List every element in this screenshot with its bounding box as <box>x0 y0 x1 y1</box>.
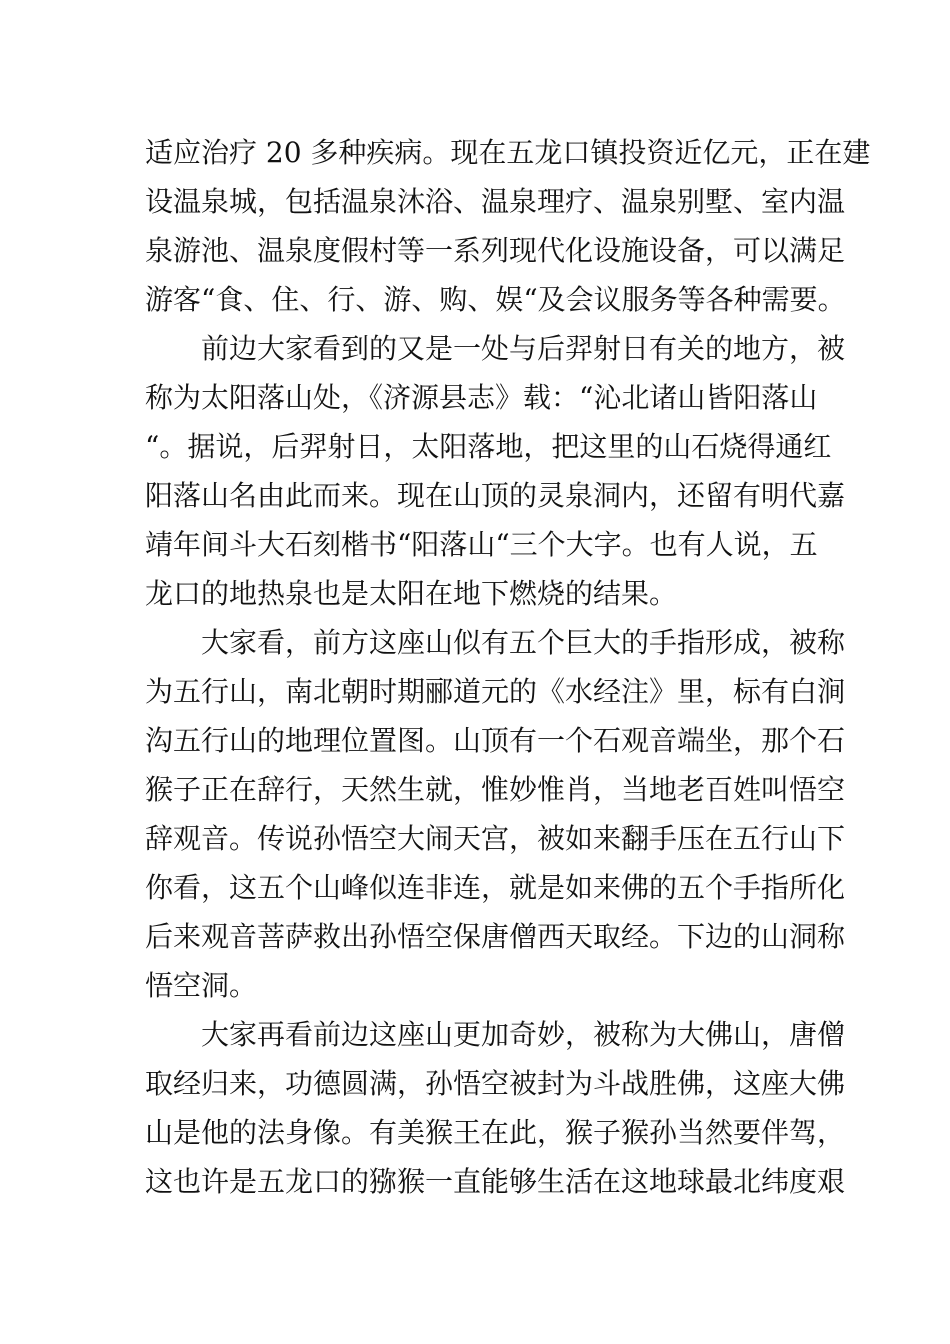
text-line: 大家看，前方这座山似有五个巨大的手指形成，被称 <box>145 626 846 659</box>
text-line: 为五行山，南北朝时期郦道元的《水经注》里，标有白涧 <box>145 675 846 708</box>
body-text <box>145 128 871 1206</box>
paragraph-wuxing-mountain <box>145 618 846 1010</box>
text-line: 猴子正在辞行，天然生就，惟妙惟肖，当地老百姓叫悟空 <box>145 773 846 806</box>
text-line: 设温泉城，包括温泉沐浴、温泉理疗、温泉别墅、室内温 <box>145 185 846 218</box>
text-line: 这也许是五龙口的猕猴一直能够生活在这地球最北纬度艰 <box>145 1165 846 1198</box>
text-line: “。据说，后羿射日，太阳落地，把这里的山石烧得通红 <box>145 430 832 463</box>
text-line: 靖年间斗大石刻楷书“阳落山“三个大字。也有人说，五 <box>145 528 818 561</box>
text-line: 悟空洞。 <box>145 969 258 1002</box>
paragraph-sunset-mountain <box>145 324 846 618</box>
paragraph-buddha-mountain <box>145 1010 846 1206</box>
text-line: 辞观音。传说孙悟空大闹天宫，被如来翻手压在五行山下 <box>145 822 846 855</box>
text-line: 阳落山名由此而来。现在山顶的灵泉洞内，还留有明代嘉 <box>145 479 846 512</box>
text-line: 后来观音菩萨救出孙悟空保唐僧西天取经。下边的山洞称 <box>145 920 846 953</box>
text-line: 龙口的地热泉也是太阳在地下燃烧的结果。 <box>145 577 678 610</box>
text-line: 称为太阳落山处，《济源县志》载：“沁北诸山皆阳落山 <box>145 381 818 414</box>
text-line: 泉游池、温泉度假村等一系列现代化设施设备，可以满足 <box>145 234 846 267</box>
paragraph-hot-spring-city <box>145 128 871 324</box>
text-line: 山是他的法身像。有美猴王在此，猴子猴孙当然要伴驾， <box>145 1116 846 1149</box>
text-line: 游客“食、住、行、游、购、娱“及会议服务等各种需要。 <box>145 283 846 316</box>
text-line: 取经归来，功德圆满，孙悟空被封为斗战胜佛，这座大佛 <box>145 1067 846 1100</box>
text-line: 适应治疗 20 多种疾病。现在五龙口镇投资近亿元，正在建 <box>145 136 871 169</box>
text-line: 你看，这五个山峰似连非连，就是如来佛的五个手指所化 <box>145 871 846 904</box>
text-line: 大家再看前边这座山更加奇妙，被称为大佛山，唐僧 <box>145 1018 846 1051</box>
text-line: 沟五行山的地理位置图。山顶有一个石观音端坐，那个石 <box>145 724 846 757</box>
text-line: 前边大家看到的又是一处与后羿射日有关的地方，被 <box>145 332 846 365</box>
